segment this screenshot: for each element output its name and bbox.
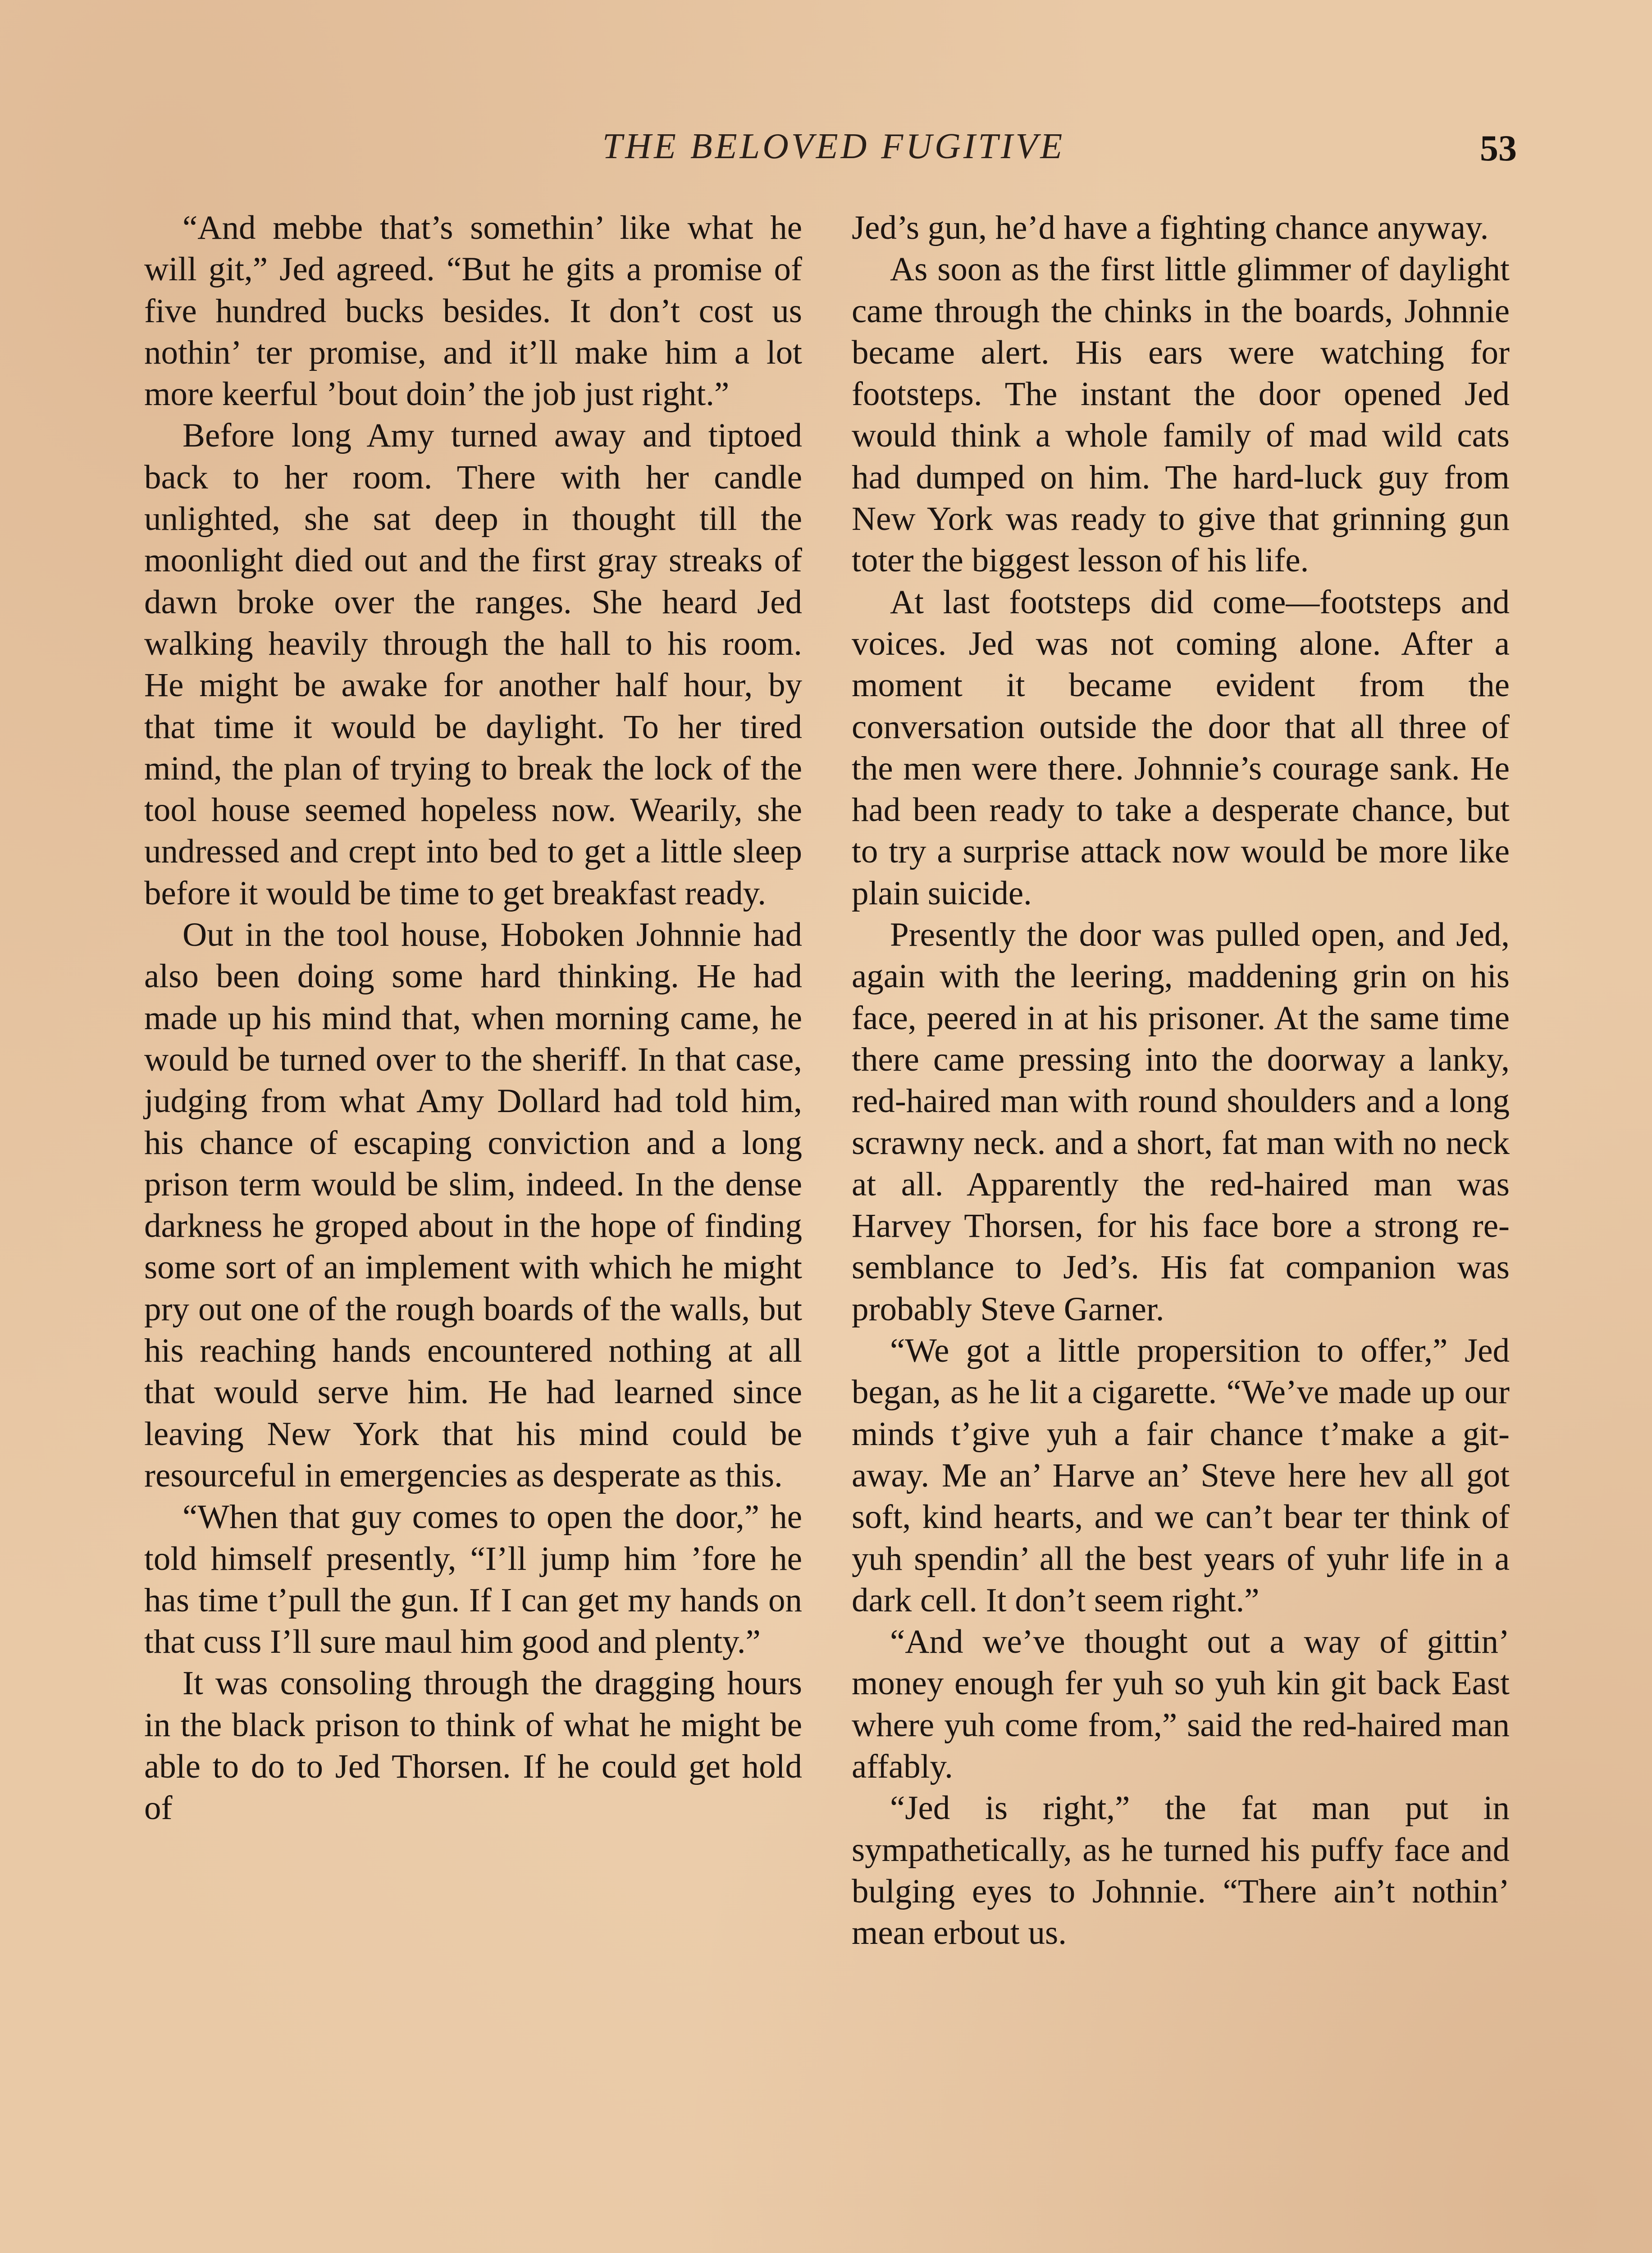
- left-column: [144, 207, 802, 1829]
- paragraph: As soon as the first little glimmer of daylight came through the chinks in the boards, Johnnie became alert. His ears were watching for footsteps. The instant the door opened Jed would think a whole family of mad wild cats had dumped on him. The hard-luck guy from New York was ready to give that grinning gun toter the biggest lesson of his life.: [852, 251, 1510, 579]
- paragraph: “We got a little propersition to offer,” Jed began, as he lit a cigarette. “We’ve made up our minds t’give yuh a fair chance t’make a git-away. Me an’ Harve an’ Steve here hev all got soft, kind hearts, and we can’t bear ter think of yuh spendin’ all the best years of yuhr life in a dark cell. It don’t seem right.”: [852, 1332, 1510, 1619]
- right-column: [852, 207, 1510, 1954]
- page-number: 53: [1480, 128, 1517, 169]
- paragraph-continuation: Jed’s gun, he’d have a fighting chance anyway.: [852, 209, 1489, 246]
- paragraph: “And we’ve thought out a way of gittin’ money enough fer yuh so yuh kin git back East where yuh come from,” said the red-haired man affably.: [852, 1623, 1510, 1785]
- paragraph: “Jed is right,” the fat man put in sympathetically, as he turned his puffy face and bulging eyes to Johnnie. “There ain’t nothin’ mean erbout us.: [852, 1789, 1510, 1952]
- running-title: THE BELOVED FUGITIVE: [602, 127, 1065, 166]
- paragraph: “And mebbe that’s somethin’ like what he will git,” Jed agreed. “But he gits a promise of five hundred bucks besides. It don’t cost us nothin’ ter promise, and it’ll make him a lot more keerful ’bout doin’ the job just right.”: [144, 209, 802, 413]
- paragraph: Before long Amy turned away and tiptoed back to her room. There with her candle unlighted, she sat deep in thought till the moonlight died out and the first gray streaks of dawn broke over the ranges. She heard Jed walking heavily through the hall to his room. He might be awake for another half hour, by that time it would be daylight. To her tired mind, the plan of trying to break the lock of the tool house seemed hopeless now. Wearily, she undressed and crept into bed to get a little sleep before it would be time to get breakfast ready.: [144, 417, 802, 912]
- paragraph: Presently the door was pulled open, and Jed, again with the leering, maddening grin on his face, peered in at his prisoner. At the same time there came pressing into the doorway a lanky, red-haired man with round shoulders and a long scrawny neck. and a short, fat man with no neck at all. Apparently the red-haired man was Harvey Thorsen, for his face bore a strong resemblance to Jed’s. His fat companion was probably Steve Garner.: [852, 916, 1510, 1328]
- paragraph: Out in the tool house, Hoboken Johnnie had also been doing some hard thinking. He had made up his mind that, when morning came, he would be turned over to the sheriff. In that case, judging from what Amy Dollard had told him, his chance of escaping conviction and a long prison term would be slim, indeed. In the dense darkness he groped about in the hope of finding some sort of an implement with which he might pry out one of the rough boards of the walls, but his reaching hands encountered nothing at all that would serve him. He had learned since leaving New York that his mind could be resourceful in emergencies as desperate as this.: [144, 916, 802, 1494]
- paragraph: It was consoling through the dragging hours in the black prison to think of what he might be able to do to Jed Thorsen. If he could get hold of: [144, 1665, 802, 1827]
- paragraph: At last footsteps did come—footsteps and voices. Jed was not coming alone. After a moment it became evident from the conversation outside the door that all three of the men were there. Johnnie’s courage sank. He had been ready to take a desperate chance, but to try a surprise attack now would be more like plain suicide.: [852, 583, 1510, 912]
- paragraph: “When that guy comes to open the door,” he told himself presently, “I’ll jump him ’fore he has time t’pull the gun. If I can get my hands on that cuss I’ll sure maul him good and plenty.”: [144, 1498, 802, 1661]
